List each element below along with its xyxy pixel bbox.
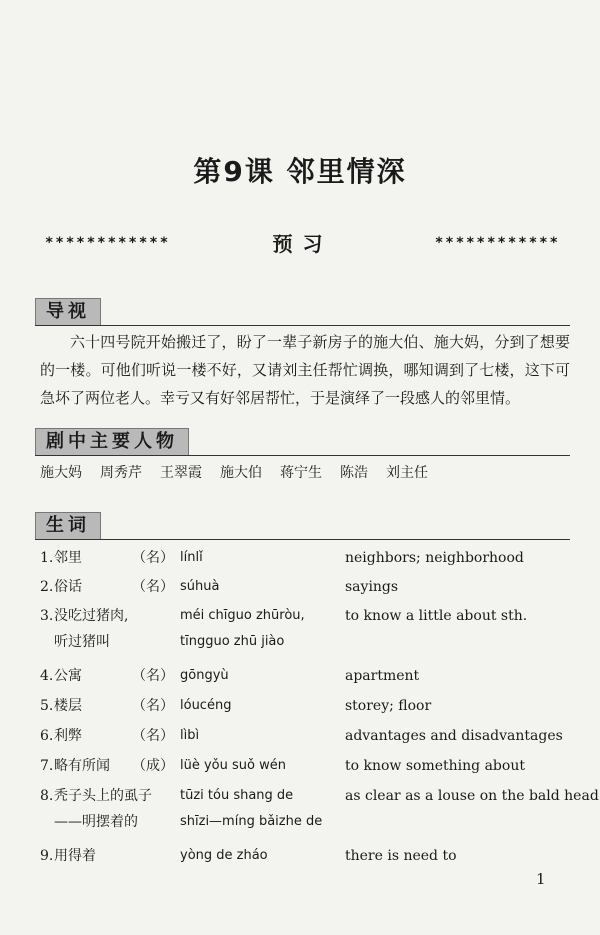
character-name: 蒋宁生 bbox=[280, 465, 322, 481]
vocab-gloss: as clear as a louse on the bald head bbox=[345, 788, 599, 804]
vocab-number: 5. bbox=[40, 698, 54, 714]
character-name: 陈浩 bbox=[340, 465, 368, 481]
vocab-pinyin: súhuà bbox=[180, 579, 220, 594]
vocab-gloss: advantages and disadvantages bbox=[345, 728, 563, 744]
character-name: 王翠霞 bbox=[160, 465, 202, 481]
vocab-number: 2. bbox=[40, 579, 54, 595]
vocab-number: 4. bbox=[40, 668, 54, 684]
vocab-row bbox=[40, 628, 570, 656]
vocab-word: 邻里 bbox=[54, 550, 82, 566]
vocab-pos: （名） bbox=[132, 668, 174, 684]
section-rule-vocab bbox=[35, 539, 570, 540]
vocab-word: 利弊 bbox=[54, 728, 82, 744]
vocab-pinyin: yòng de zháo bbox=[180, 848, 268, 863]
stars-left: ************ bbox=[45, 234, 171, 251]
vocab-pinyin: lüè yǒu suǒ wén bbox=[180, 758, 286, 773]
vocab-pinyin: lìbì bbox=[180, 728, 200, 743]
vocab-row bbox=[40, 782, 599, 810]
vocab-row bbox=[40, 662, 570, 690]
vocab-number: 8. bbox=[40, 788, 54, 804]
vocab-number: 1. bbox=[40, 550, 54, 566]
vocab-word: 秃子头上的虱子 bbox=[54, 788, 152, 804]
vocab-pinyin: lóucéng bbox=[180, 698, 232, 713]
vocab-gloss: neighbors; neighborhood bbox=[345, 550, 524, 566]
vocab-pinyin: méi chīguo zhūròu, bbox=[180, 608, 305, 623]
vocab-gloss: storey; floor bbox=[345, 698, 432, 714]
vocab-gloss: to know something about bbox=[345, 758, 525, 774]
vocab-word: 听过猪叫 bbox=[54, 634, 110, 650]
vocab-number: 7. bbox=[40, 758, 54, 774]
vocab-word: ——明摆着的 bbox=[54, 814, 138, 830]
vocab-number: 9. bbox=[40, 848, 54, 864]
character-list bbox=[40, 462, 570, 482]
character-name: 施大伯 bbox=[220, 465, 262, 481]
vocab-pos: （名） bbox=[132, 550, 174, 566]
section-label-characters: 剧中主要人物 bbox=[35, 428, 189, 456]
vocab-pinyin: tīngguo zhū jiào bbox=[180, 634, 285, 649]
vocab-row bbox=[40, 544, 570, 572]
preview-header bbox=[45, 228, 560, 257]
vocab-word: 没吃过猪肉, bbox=[54, 608, 129, 624]
vocab-word: 用得着 bbox=[54, 848, 96, 864]
vocab-gloss: there is need to bbox=[345, 848, 457, 864]
vocab-row bbox=[40, 842, 570, 870]
vocab-pos: （名） bbox=[132, 728, 174, 744]
page-number: 1 bbox=[536, 870, 546, 888]
vocab-pos: （名） bbox=[132, 579, 174, 595]
vocab-word: 略有所闻 bbox=[54, 758, 110, 774]
vocab-pinyin: gōngyù bbox=[180, 668, 229, 683]
vocab-word: 公寓 bbox=[54, 668, 82, 684]
stars-right: ************ bbox=[434, 234, 560, 251]
section-rule-characters bbox=[35, 455, 570, 456]
vocab-row bbox=[40, 692, 570, 720]
character-name: 周秀芹 bbox=[100, 465, 142, 481]
vocab-row bbox=[40, 808, 570, 836]
vocab-gloss: to know a little about sth. bbox=[345, 608, 528, 624]
vocab-row bbox=[40, 752, 570, 780]
vocab-number: 6. bbox=[40, 728, 54, 744]
vocab-pinyin: línlǐ bbox=[180, 550, 203, 565]
character-name: 施大妈 bbox=[40, 465, 82, 481]
vocab-word: 俗话 bbox=[54, 579, 82, 595]
section-label-vocab: 生词 bbox=[35, 512, 101, 540]
vocab-pinyin: shīzi—míng bǎizhe de bbox=[180, 814, 323, 829]
character-name: 刘主任 bbox=[386, 465, 428, 481]
section-label-guide: 导视 bbox=[35, 298, 101, 326]
intro-paragraph: 六十四号院开始搬迁了，盼了一辈子新房子的施大伯、施大妈，分到了想要的一楼。可他们听说一楼不好，又请刘主任帮忙调换，哪知调到了七楼，这下可急坏了两位老人。幸亏又有好邻居帮忙，于是演绎了一段感人的邻里情。 bbox=[40, 333, 570, 407]
vocab-row bbox=[40, 573, 570, 601]
section-rule-guide bbox=[35, 325, 570, 326]
preview-title: 预习 bbox=[272, 232, 333, 256]
vocab-pinyin: tūzi tóu shang de bbox=[180, 788, 294, 803]
vocab-gloss: apartment bbox=[345, 668, 420, 684]
vocab-pos: （名） bbox=[132, 698, 174, 714]
vocab-row bbox=[40, 602, 570, 630]
lesson-title: 第9课 邻里情深 bbox=[193, 155, 407, 188]
vocab-number: 3. bbox=[40, 608, 54, 624]
vocab-gloss: sayings bbox=[345, 579, 399, 595]
vocab-row bbox=[40, 722, 570, 750]
vocab-pos: （成） bbox=[132, 758, 174, 774]
vocab-word: 楼层 bbox=[54, 698, 82, 714]
